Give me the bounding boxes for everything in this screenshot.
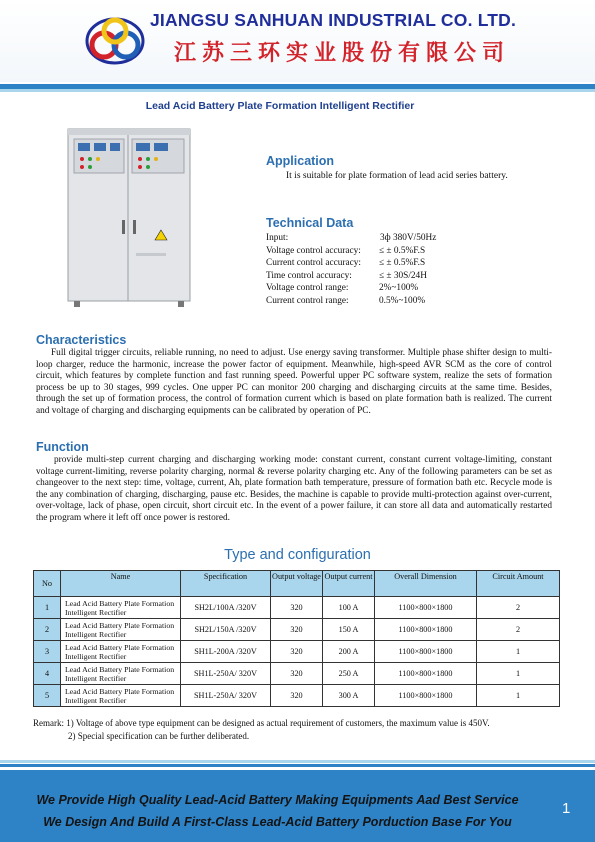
column-header-name: Name [61, 571, 181, 597]
tech-label: Voltage control accuracy: [266, 245, 361, 256]
cell-output-current: 300 A [323, 685, 375, 707]
cell-output-voltage: 320 [271, 641, 323, 663]
cell-circuit-amount: 1 [477, 685, 560, 707]
characteristics-text: Full digital trigger circuits, reliable running, no need to adjust. Use energy saving transformer. Multiple phase shifter design to multi-loop charger, reduce the harmonic, increase the power factor of equipment. Meanwhile, high-speed AVR SCM as the core of control circuit, which features by complete function and fast running speed. Powerful upper PC software system, realize the sets of formation process be up to 30 stages, 999 cycles. One upper PC can monitor 200 charging and discharging circuits at the same time. Besides, through the set up of formation process, the control of formation current which is based on plate formation bath is realized. The current and voltage of charging and discharging equipments can be calibrated by operation of PC. [36, 348, 552, 416]
function-heading: Function [36, 440, 89, 454]
footer-stripe-dark [0, 764, 595, 767]
table-row [34, 619, 560, 641]
cell-specification: SH1L-250A/ 320V [181, 685, 271, 707]
cell-output-current: 250 A [323, 663, 375, 685]
characteristics-heading: Characteristics [36, 333, 127, 347]
cell-output-voltage: 320 [271, 619, 323, 641]
tech-label: Voltage control range: [266, 283, 349, 294]
footer-slogan-2: We Design And Build A First-Class Lead-Acid Battery Porduction Base For You [43, 815, 512, 829]
column-header-circuit-amount: Circuit Amount [477, 571, 560, 597]
cell-overall-dimension: 1100×800×1800 [375, 685, 477, 707]
configuration-table [33, 570, 560, 707]
function-text: provide multi-step current charging and discharging working mode: constant current, constant current voltage-limiting, constant voltage current-limiting, reverse polarity charging, normal & reverse polarity charging etc. Any of the following parameters can be set as changeover to the next step: time, voltage, current, Ah, plate formation bath temperature, pressure of formation bath etc. Recycle mode is the any combination of charging, discharging, pause etc. Besides, the machine is capable to provide multi-protection against over-current, over-voltage, lack of phase, open circuit, short circuit etc. In the event of a power failure, it can store all data and automatically restarted the program where it left off once power is restored. [36, 455, 552, 523]
cell-specification: SH1L-200A /320V [181, 641, 271, 663]
remark-line-2: 2) Special specification can be further deliberated. [68, 731, 250, 741]
cell-output-voltage: 320 [271, 597, 323, 619]
tech-label: Current control range: [266, 296, 349, 306]
cell-circuit-amount: 1 [477, 641, 560, 663]
footer-slogan-1: We Provide High Quality Lead-Acid Battery Making Equipments Aad Best Service [36, 793, 519, 807]
column-header-output-current: Output current [323, 571, 375, 597]
product-title: Lead Acid Battery Plate Formation Intelligent Rectifier [145, 100, 415, 112]
rectifier-cabinet-image [66, 125, 196, 310]
cell-overall-dimension: 1100×800×1800 [375, 619, 477, 641]
cell-overall-dimension: 1100×800×1800 [375, 641, 477, 663]
footer-stripe-light [0, 760, 595, 763]
tech-value: 3ф 380V/50Hz [380, 233, 437, 243]
tech-value: 0.5%~100% [379, 296, 426, 306]
cell-name: Lead Acid Battery Plate Formation Intelligent Rectifier [61, 619, 181, 641]
cell-overall-dimension: 1100×800×1800 [375, 663, 477, 685]
cell-circuit-amount: 2 [477, 597, 560, 619]
cell-specification: SH1L-250A/ 320V [181, 663, 271, 685]
cell-output-current: 150 A [323, 619, 375, 641]
cell-output-voltage: 320 [271, 685, 323, 707]
column-header-no: No [34, 571, 61, 597]
company-name-chinese: 江苏三环实业股份有限公司 [174, 40, 511, 66]
table-row [34, 663, 560, 685]
cell-name: Lead Acid Battery Plate Formation Intelligent Rectifier [61, 641, 181, 663]
page-number: 1 [562, 800, 571, 817]
application-heading: Application [266, 154, 335, 168]
remark-line-1: Remark: 1) Voltage of above type equipment can be designed as actual requirement of customers, the maximum value is 450V. [33, 718, 490, 728]
type-configuration-heading: Type and configuration [224, 547, 371, 563]
cell-no: 4 [34, 663, 61, 685]
cell-output-current: 100 A [323, 597, 375, 619]
application-text: It is suitable for plate formation of lead acid series battery. [286, 171, 508, 181]
cell-circuit-amount: 1 [477, 663, 560, 685]
table-row [34, 685, 560, 707]
column-header-overall-dimension: Overall Dimension [375, 571, 477, 597]
cell-no: 2 [34, 619, 61, 641]
tech-label: Input: [266, 233, 289, 243]
column-header-specification: Specification [181, 571, 271, 597]
cell-output-voltage: 320 [271, 663, 323, 685]
cell-no: 5 [34, 685, 61, 707]
table-row [34, 597, 560, 619]
cell-no: 1 [34, 597, 61, 619]
cell-overall-dimension: 1100×800×1800 [375, 597, 477, 619]
technical-data-list [266, 233, 516, 313]
tech-value: ≤ ± 30S/24H [379, 270, 427, 281]
cell-name: Lead Acid Battery Plate Formation Intelligent Rectifier [61, 597, 181, 619]
cell-no: 3 [34, 641, 61, 663]
technical-data-heading: Technical Data [266, 216, 354, 230]
tech-value: ≤ ± 0.5%F.S [379, 245, 426, 256]
cell-output-current: 200 A [323, 641, 375, 663]
header-stripe-light [0, 89, 595, 92]
tech-label: Time control accuracy: [266, 270, 352, 281]
column-header-output-voltage: Output voltage [271, 571, 323, 597]
table-row [34, 641, 560, 663]
cell-name: Lead Acid Battery Plate Formation Intelligent Rectifier [61, 685, 181, 707]
table-header-row [34, 571, 560, 597]
cell-name: Lead Acid Battery Plate Formation Intelligent Rectifier [61, 663, 181, 685]
company-logo [84, 15, 146, 67]
tech-value: ≤ ± 0.5%F.S [379, 258, 426, 269]
company-name-english: JIANGSU SANHUAN INDUSTRIAL CO. LTD. [150, 10, 517, 30]
cell-specification: SH2L/100A /320V [181, 597, 271, 619]
cell-circuit-amount: 2 [477, 619, 560, 641]
cell-specification: SH2L/150A /320V [181, 619, 271, 641]
tech-label: Current control accuracy: [266, 258, 361, 269]
tech-value: 2%~100% [379, 283, 419, 294]
